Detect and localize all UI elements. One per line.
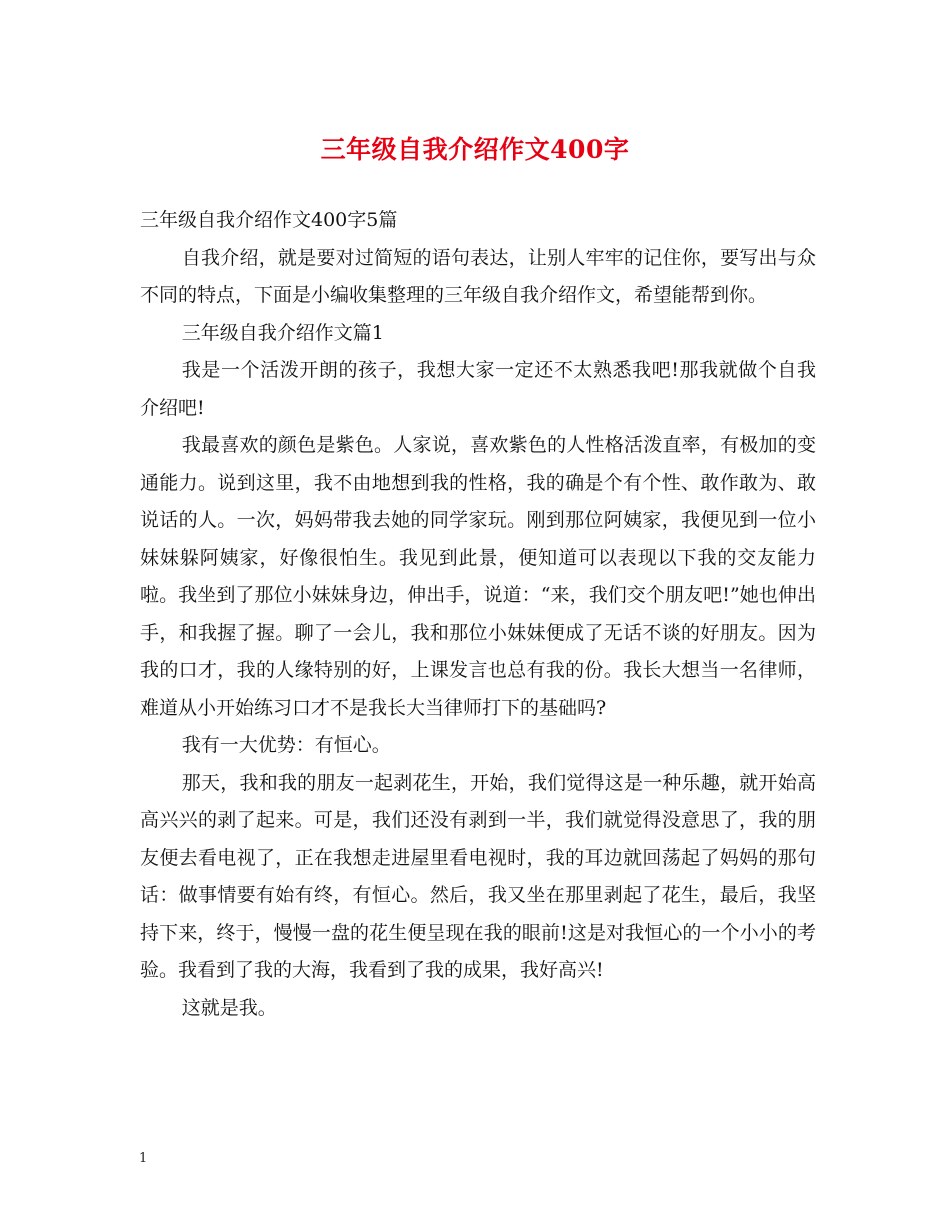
paragraph-intro: 自我介绍，就是要对过简短的语句表达，让别人牢牢的记住你，要写出与众不同的特点，下面是小编收集整理的三年级自我介绍作文，希望能帮到你。 [140,246,816,306]
paragraph: 这就是我。 [181,996,277,1019]
paragraph: 我最喜欢的颜色是紫色。人家说，喜欢紫色的人性格活泼直率，有极加的变通能力。说到这里，我不由地想到我的性格，我的确是个有个性、敢作敢为、敢说话的人。一次，妈妈带我去她的同学家玩。刚到那位阿姨家，我便见到一位小妹妹躲阿姨家，好像很怕生。我见到此景，便知道可以表现以下我的交友能力啦。我坐到了那位小妹妹身边，伸出手，说道：“来，我们交个朋友吧!”她也伸出手，和我握了握。聊了一会儿，我和那位小妹妹便成了无话不谈的好朋友。因为我的口才，我的人缘特别的好，上课发言也总有我的份。我长大想当一名律师，难道从小开始练习口才不是我长大当律师打下的基础吗? [140,434,816,719]
paragraph: 我是一个活泼开朗的孩子，我想大家一定还不太熟悉我吧!那我就做个自我介绍吧! [140,359,816,419]
paragraph: 那天，我和我的朋友一起剥花生，开始，我们觉得这是一种乐趣，就开始高高兴兴的剥了起来。可是，我们还没有剥到一半，我们就觉得没意思了，我的朋友便去看电视了，正在我想走进屋里看电视时，我的耳边就回荡起了妈妈的那句话：做事情要有始有终，有恒心。然后，我又坐在那里剥起了花生，最后，我坚持下来，终于，慢慢一盘的花生便呈现在我的眼前!这是对我恒心的一个小小的考验。我看到了我的大海，我看到了我的成果，我好高兴! [140,771,816,981]
paragraph-subtitle: 三年级自我介绍作文400字5篇 [140,209,398,231]
page-number: 1 [139,1151,148,1166]
document-title: 三年级自我介绍作文400字 [320,135,630,164]
paragraph: 我有一大优势：有恒心。 [181,734,391,756]
document-body [140,202,816,1027]
paragraph-section-heading: 三年级自我介绍作文篇1 [181,321,384,344]
